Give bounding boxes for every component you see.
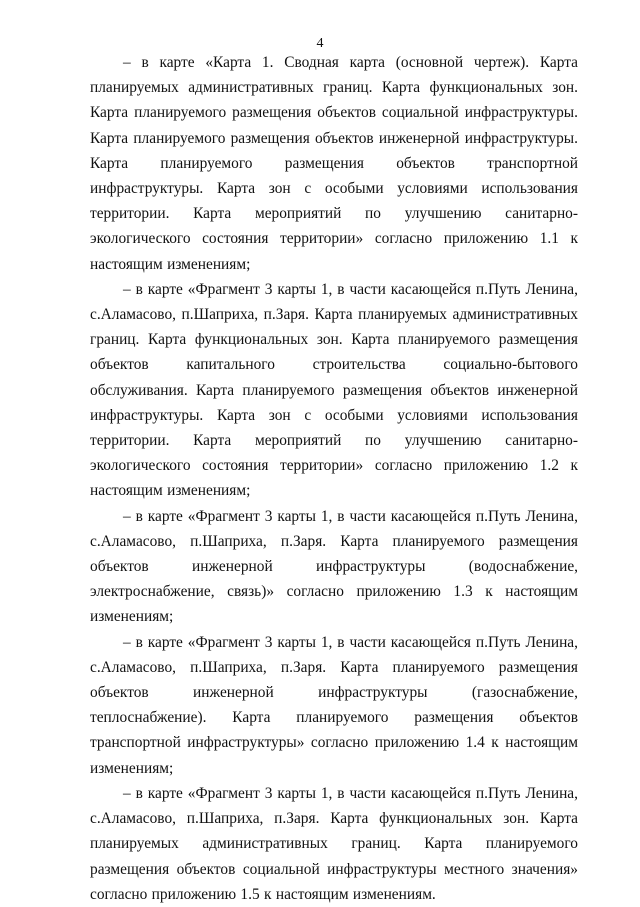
- paragraph-appendix-1-1: – в карте «Карта 1. Сводная карта (основной чертеж). Карта планируемых административных границ. Карта функциональных зон. Карта планируемого размещения объектов социальной инфраструктуры. Карта планируемого размещения объектов инженерной инфраструктуры. Карта планируемого размещения объектов транспортной инфраструктуры. Карта зон с особыми условиями использования территории. Карта мероприятий по улучшению санитарно-экологического состояния территории» согласно приложению 1.1 к настоящим изменениям;: [90, 54, 578, 273]
- paragraph-appendix-1-4: – в карте «Фрагмент 3 карты 1, в части касающейся п.Путь Ленина, с.Аламасово, п.Шаприха, п.Заря. Карта планируемого размещения объектов инженерной инфраструктуры (газоснабжение, теплоснабжение). Карта планируемого размещения объектов транспортной инфраструктуры» согласно приложению 1.4 к настоящим изменениям;: [90, 633, 578, 777]
- paragraph-appendix-1-2: – в карте «Фрагмент 3 карты 1, в части касающейся п.Путь Ленина, с.Аламасово, п.Шаприха, п.Заря. Карта планируемых административных границ. Карта функциональных зон. Карта планируемого размещения объектов капитального строительства социально-бытового обслуживания. Карта планируемого размещения объектов инженерной инфраструктуры. Карта зон с особыми условиями использования территории. Карта мероприятий по улучшению санитарно-экологического состояния территории» согласно приложению 1.2 к настоящим изменениям;: [90, 280, 578, 500]
- page-number: 4: [316, 36, 324, 51]
- paragraph-appendix-1-5: – в карте «Фрагмент 3 карты 1, в части касающейся п.Путь Ленина, с.Аламасово, п.Шаприха, п.Заря. Карта функциональных зон. Карта планируемых административных границ. Карта планируемого размещения объектов социальной инфраструктуры местного значения» согласно приложению 1.5 к настоящим изменениям.: [90, 784, 578, 903]
- paragraph-appendix-1-3: – в карте «Фрагмент 3 карты 1, в части касающейся п.Путь Ленина, с.Аламасово, п.Шаприха, п.Заря. Карта планируемого размещения объектов инженерной инфраструктуры (водоснабжение, электроснабжение, связь)» согласно приложению 1.3 к настоящим изменениям;: [90, 507, 578, 626]
- document-body: [90, 50, 578, 907]
